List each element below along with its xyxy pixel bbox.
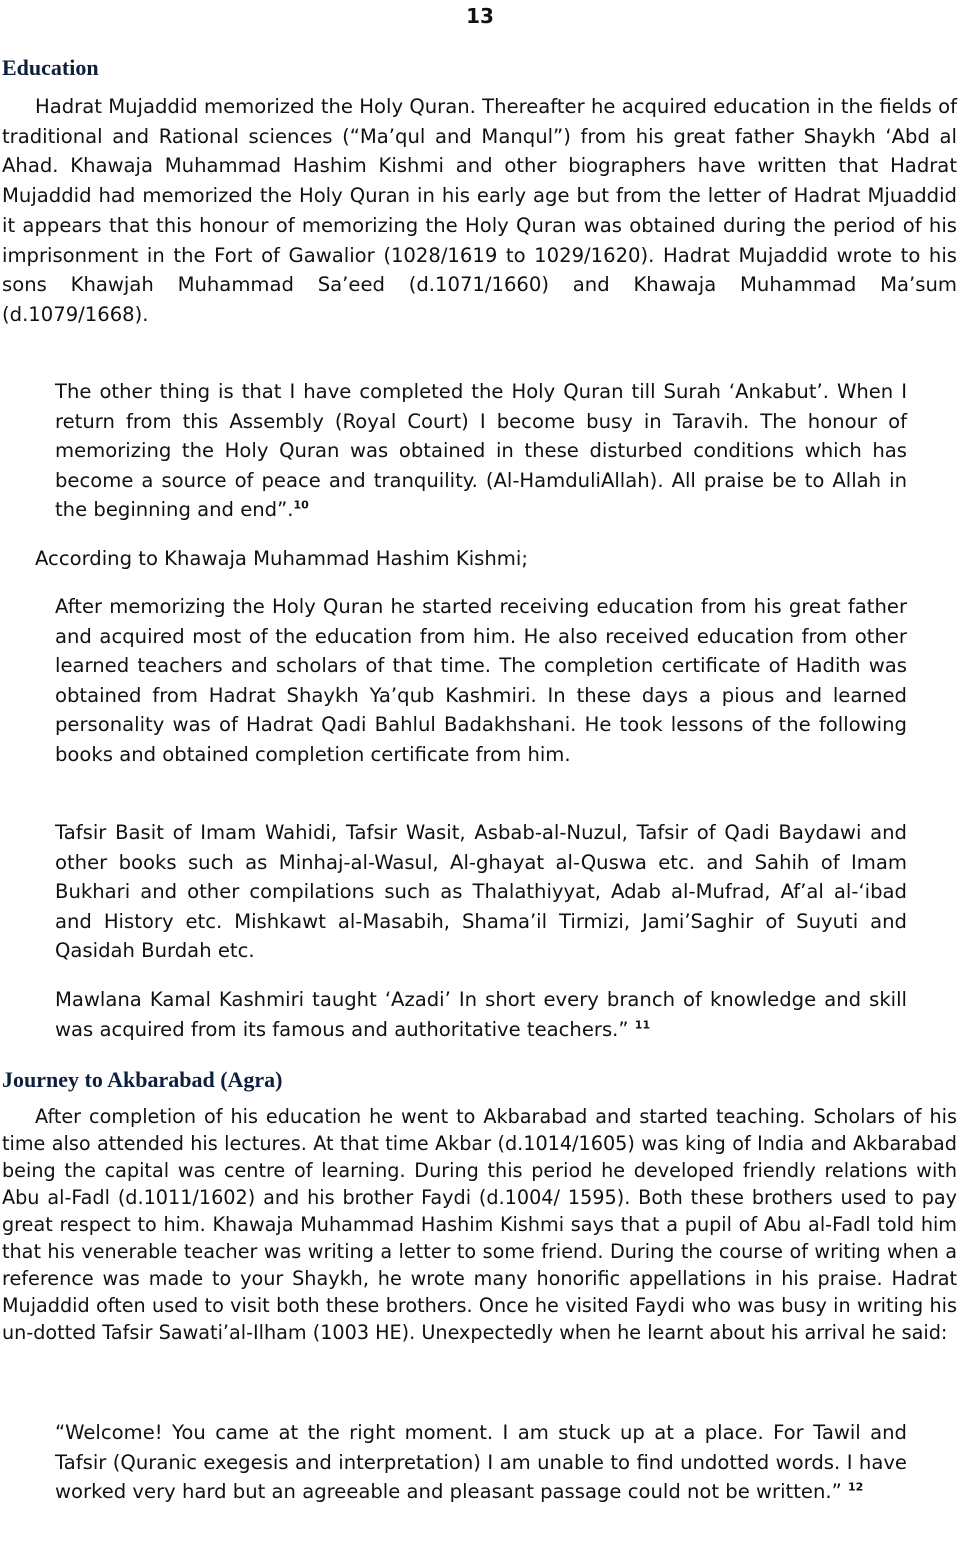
quote-paragraph-quran [55,377,907,525]
quote-text: Mawlana Kamal Kashmiri taught ‘Azadi’ In short every branch of knowledge and skill was acquired from its famous and authoritative teachers.” [55,988,907,1041]
quote-paragraph-education: After memorizing the Holy Quran he started receiving education from his great father and acquired most of the education from him. He also received education from other learned teachers and scholars of that time. The completion certificate of Hadith was obtained from Hadrat Shaykh Ya’qub Kashmiri. In these days a pious and learned personality was of Hadrat Qadi Bahlul Badakhshani. He took lessons of the following books and obtained completion certificate from him. [55,595,907,766]
quote-paragraph-azadi [55,985,907,1044]
page-number: 13 [466,4,494,28]
quote-text: The other thing is that I have completed the Holy Quran till Surah ‘Ankabut’. When I return from this Assembly (Royal Court) I become busy in Taravih. The honour of memorizing the Holy Quran was obtained in these disturbed conditions which has become a source of peace and tranquility. (Al-HamduliAllah). All praise be to Allah in the beginning and end”. [55,380,907,522]
footnote-ref-10: 10 [293,498,309,512]
according-line: According to Khawaja Muhammad Hashim Kishmi; [35,547,528,570]
footnote-ref-11: 11 [634,1018,651,1032]
education-heading: Education [2,55,99,80]
journey-paragraph: After completion of his education he went to Akbarabad and started teaching. Scholars of his time also attended his lectures. At that time Akbar (d.1014/1605) was king of India and Akbarabad being the capital was centre of learning. During this period he developed friendly relations with Abu al-Fadl (d.1011/1602) and his brother Faydi (d.1004/ 1595). Both these brothers used to pay great respect to him. Khawaja Muhammad Hashim Kishmi says that a pupil of Abu al-Fadl told him that his venerable teacher was writing a letter to some friend. During the course of writing when a reference was made to your Shaykh, he wrote many honorific appellations in his praise. Hadrat Mujaddid often used to visit both these brothers. Once he visited Faydi who was busy in writing his un-dotted Tafsir Sawati’al-Ilham (1003 HE). Unexpectedly when he learnt about his arrival he said: [2,1105,957,1344]
footnote-ref-12: 12 [848,1480,864,1494]
journey-heading: Journey to Akbarabad (Agra) [2,1067,283,1092]
quote-paragraph-books: Tafsir Basit of Imam Wahidi, Tafsir Wasit, Asbab-al-Nuzul, Tafsir of Qadi Baydawi and other books such as Minhaj-al-Wasul, Al-ghayat al-Quswa etc. and Sahih of Imam Bukhari and other compilations such as Thalathiyyat, Adab al-Mufrad, Af’al al-‘ibad and History etc. Mishkawt al-Masabih, Shama’il Tirmizi, Jami’Saghir of Suyuti and Qasidah Burdah etc. [55,821,907,963]
quote-text: “Welcome! You came at the right moment. I am stuck up at a place. For Tawil and Tafsir (Quranic exegesis and interpretation) I am unable to find undotted words. I have worked very hard but an agreeable and pleasant passage could not be written.” [55,1421,907,1504]
education-paragraph: Hadrat Mujaddid memorized the Holy Quran. Thereafter he acquired education in the fields of traditional and Rational sciences (“Ma’qul and Manqul”) from his great father Shaykh ‘Abd al Ahad. Khawaja Muhammad Hashim Kishmi and other biographers have written that Hadrat Mujaddid had memorized the Holy Quran in his early age but from the letter of Hadrat Mjuaddid it appears that this honour of memorizing the Holy Quran was obtained during the period of his imprisonment in the Fort of Gawalior (1028/1619 to 1029/1620). Hadrat Mujaddid wrote to his sons Khawjah Muhammad Sa’eed (d.1071/1660) and Khawaja Muhammad Ma’sum (d.1079/1668). [2,95,957,326]
quote-paragraph-faydi [55,1418,907,1507]
